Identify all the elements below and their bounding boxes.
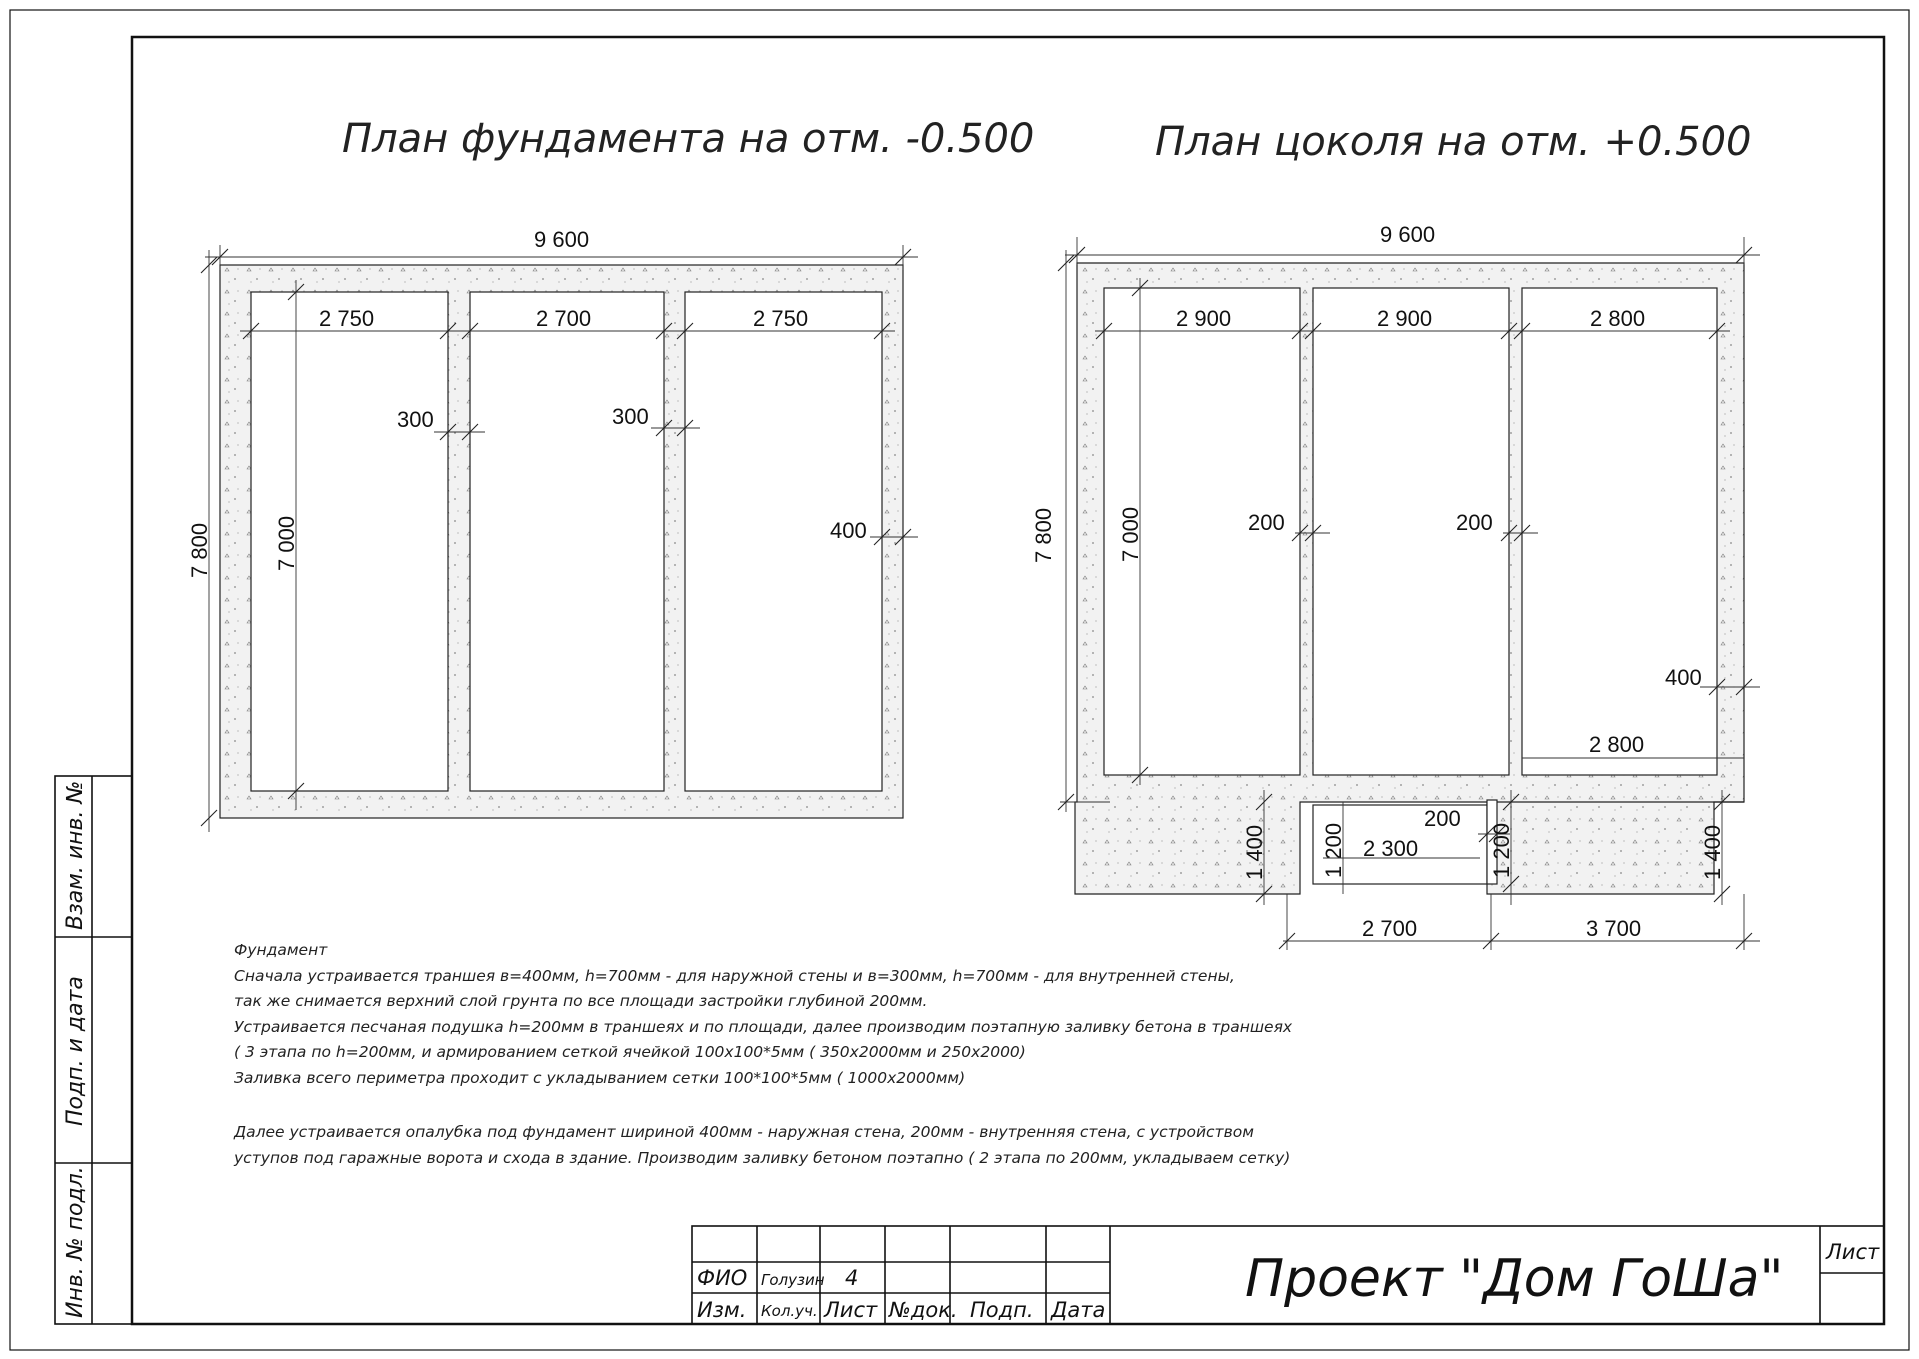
notes-line: так же снимается верхний слой грунта по все площади застройки глубиной 200мм.	[234, 992, 928, 1010]
plinth-outer-wall: 400	[1665, 665, 1702, 690]
title-block-fio-label: ФИО	[697, 1266, 748, 1290]
plinth-room-width-3: 2 800	[1590, 306, 1646, 331]
plinth-plan-title: План цоколя на отм. +0.500	[1155, 119, 1752, 165]
notes-line: уступов под гаражные ворота и схода в здание. Производим заливку бетоном поэтапно ( 2 этапа по 200мм, укладываем сетку)	[234, 1149, 1291, 1167]
plinth-room-height: 7 000	[1118, 506, 1143, 562]
foundation-room-width-3: 2 750	[753, 306, 809, 331]
foundation-overall-height: 7 800	[187, 522, 212, 578]
foundation-plan-title: План фундамента на отм. -0.500	[342, 116, 1035, 162]
side-stamp	[55, 776, 132, 1324]
project-title: Проект "Дом ГоШа"	[1245, 1249, 1784, 1309]
title-block-sheet-value: 4	[845, 1266, 859, 1290]
foundation-room-width-1: 2 750	[319, 306, 375, 331]
plinth-step-height-right: 1 200	[1489, 822, 1514, 878]
plinth-right-room-bottom: 2 800	[1589, 732, 1645, 757]
title-block-izm: Изм.	[697, 1298, 747, 1322]
plinth-bottom-left: 2 700	[1362, 916, 1418, 941]
foundation-plan	[187, 116, 1034, 832]
plinth-step-wall-dim: 200	[1424, 806, 1461, 831]
title-block	[692, 1226, 1884, 1324]
plinth-room-width-2: 2 900	[1377, 306, 1433, 331]
title-block-data: Дата	[1051, 1298, 1106, 1322]
plinth-step-height-left: 1 200	[1321, 822, 1346, 878]
title-block-ndok: №док.	[889, 1298, 958, 1322]
foundation-outer-wall: 400	[830, 518, 867, 543]
title-block-fio-value: Голузин	[761, 1271, 825, 1289]
plinth-inner-wall-1: 200	[1248, 510, 1285, 535]
plinth-overall-width: 9 600	[1380, 222, 1436, 247]
title-block-list: Лист	[824, 1298, 878, 1322]
foundation-room-width-2: 2 700	[536, 306, 592, 331]
foundation-room-2	[470, 292, 664, 791]
notes-line: Далее устраивается опалубка под фундамент шириной 400мм - наружная стена, 200мм - внутренняя стена, с устройством	[234, 1123, 1254, 1141]
title-block-podp: Подп.	[970, 1298, 1034, 1322]
plinth-room-3	[1522, 288, 1717, 775]
plinth-inner-wall-2: 200	[1456, 510, 1493, 535]
plinth-room-width-1: 2 900	[1176, 306, 1232, 331]
side-stamp-podp: Подп. и дата	[63, 976, 88, 1126]
title-block-sheet-label: Лист	[1826, 1240, 1880, 1264]
foundation-inner-wall-1: 300	[397, 407, 434, 432]
plinth-overall-height: 7 800	[1031, 507, 1056, 563]
notes-heading: Фундамент	[234, 941, 328, 959]
foundation-room-height: 7 000	[274, 515, 299, 571]
plinth-plan	[1031, 119, 1760, 950]
plinth-step-width: 2 300	[1363, 836, 1419, 861]
notes-block	[233, 941, 1293, 1167]
notes-line: Заливка всего периметра проходит с укладыванием сетки 100*100*5мм ( 1000х2000мм)	[234, 1069, 966, 1087]
notes-line: Сначала устраивается траншея в=400мм, h=700мм - для наружной стены и в=300мм, h=700мм - для внутренней стены,	[234, 967, 1235, 985]
side-stamp-inv: Инв. № подл.	[63, 1166, 88, 1318]
notes-line: Устраивается песчаная подушка h=200мм в траншеях и по площади, далее производим поэтапную заливку бетона в траншеях	[234, 1018, 1293, 1036]
plinth-left-ext-height: 1 400	[1242, 824, 1267, 880]
side-stamp-vzam: Взам. инв. №	[63, 780, 88, 930]
foundation-inner-wall-2: 300	[612, 404, 649, 429]
notes-line: ( 3 этапа по h=200мм, и армированием сеткой ячейкой 100х100*5мм ( 350х2000мм и 250х2000)	[234, 1043, 1026, 1061]
plinth-bottom-right: 3 700	[1586, 916, 1642, 941]
title-block-kol: Кол.уч.	[761, 1302, 818, 1320]
plinth-right-ext-height: 1 400	[1700, 824, 1725, 880]
foundation-overall-width: 9 600	[534, 227, 590, 252]
